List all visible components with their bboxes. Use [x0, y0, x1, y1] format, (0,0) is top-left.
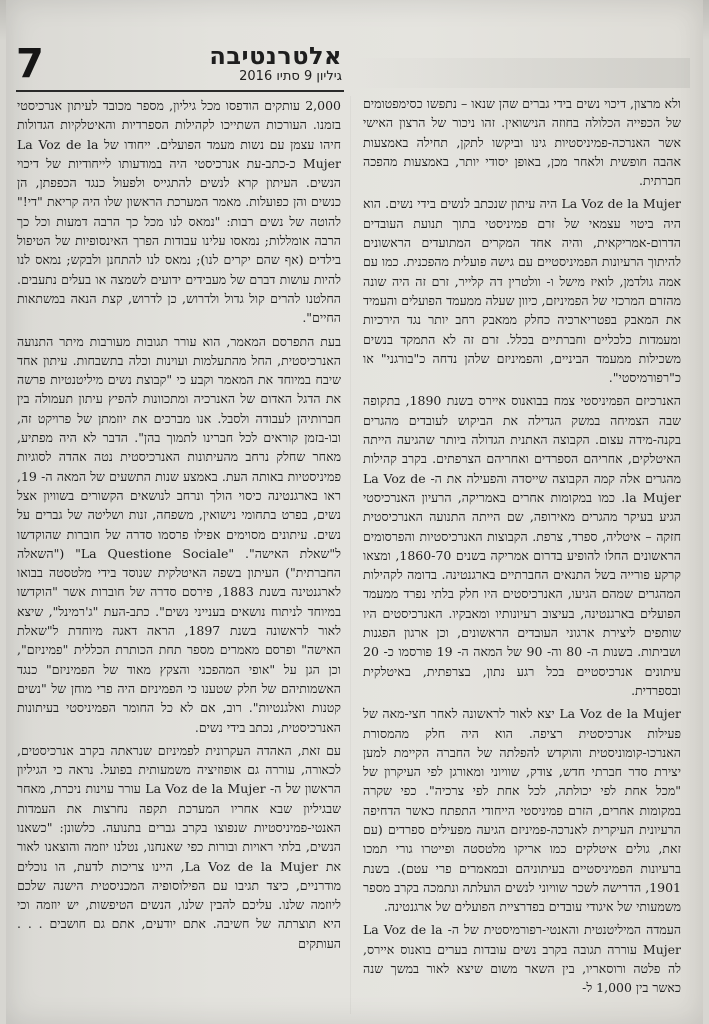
- paragraph: האנרכיזם הפמיניסטי צמח בבואנוס איירס בשנת 1890, בתקופה שבה הצמיחה במשק הגדילה את הביקוש לעובדים מהגרים בקנה-מידה עצום. הקבוצה האתנית הגדולה ביותר שהגיעה הייתה האיטלקים, אחריהם הספרדים ואחריהם הצרפתים. בקרב קהילות מהגרים אלה קמה הקבוצה שייסדה והפעילה את ה- La Voz de la Mujer. כמו במקומות אחרים באמריקה, הרעיון האנרכיסטי הגיע בעיקר מהגרים מאירופה, שם הייתה התנועה האנרכיסטית חזקה – איטליה, ספרד, צרפת. הקבוצות האנרכיסטיות והפרסומים הראשונים החלו להופיע בדרום אמריקה בשנים 1860-70, ומצאו קרקע פורייה בשל התנאים החברתיים בארגנטינה. בדומה לקהילות המהגרים שמהם הגיעו, האנרכיסטים היו חלק בלתי נפרד ממעמד הפועלים בארגנטינה, בעיצוב רעיונותיו ומאבקיו. האנרכיסטים היו שותפים ליצירת ארגוני העובדים הראשונים, וכן ארגון הפגנות ושביתות. בשנות ה- 80 וה- 90 של המאה ה- 19 פורסמו כ- 20 עיתונים אנרכיסטיים בכל רגע נתון, בצרפתית, באיטלקית ובספרדית.: [363, 393, 681, 698]
- paragraph: בעת התפרסם המאמר, הוא עורר תגובות מעורבות מיתר התנועה האנרכיסטית, החל מהתעלמות ועוינות וכלה בתשבחות. עיתון אחד שיבח במיוחד את המאמר וקבע כי "קבוצת נשים מיליטנטיות פרשה את הדגל האדום של האנרכיה ומתכוונות להפיץ עיתון תעמולה בין חברותיהן לעבודה ולסבל. אנו מברכים את יוזמתן של פרויקט זה, ובו-בזמן קוראים לכל חברינו לתמוך בהן". הדבר לא היה מפתיע, מאחר שחלק נרחב מהעיתונות האנרכיסטית נטה אהדה לסוגיות פמיניסטיות באותה העת. באמצע שנות התשעים של המאה ה- 19, ראו בארגנטינה כיסוי הולך ונרחב לנושאים הקשורים בשוויון אצל נשים, בפרט בתחומי נישואין, משפחה, זנות ושליטה של גברים על נשים. עיתונים מסוימים אפילו פרסמו סדרה של חוברות שהוקדשו ל"שאלת האישה". "La Questione Sociale" ("השאלה החברתית") העיתון בשפה האיטלקית שנוסד בידי מלטסטה בבואו לארגנטינה בשנת 1883, פירסם סדרה של חוברות אשר "הוקדשו במיוחד לניתוח נושאים בענייני נשים". כתב-העת "ג'רמינל", שיצא לאור לראשונה בשנת 1897, הראה דאגה מיוחדת ל"שאלת האישה" ופרסם מאמרים מספר תחת הכותרת הכללית "פמיניזם", וכן הגן על "אופי המהפכני והצקץ מאוד של הפמיניזם" כנגד האשמותיהם של חלק שטענו כי הפמיניזם היה פרי מוחן של "נשים קטנות ואלגנטיות". רוב, אם לא כל החומר הפמיניסטי בעיתונות האנרכיסטית, נכתב בידי נשים.: [17, 333, 341, 735]
- page-number: 7: [16, 41, 44, 87]
- issue-line: גיליון 9 סתיו 2016: [239, 69, 342, 84]
- paragraph: העמדה המיליטנטית והאנטי-רפורמיסטית של ה- La Voz de la Mujer עוררה תגובה בקרב נשים עובדות בערים בואנוס איירס, לה פלטה ורוסאריו, בין השאר משום שיצא לאור במשך שנה כאשר בין 1,000 ל-: [363, 922, 681, 996]
- paragraph: La Voz de la Mujer היה עיתון שנכתב לנשים בידי נשים. הוא היה ביטוי עצמאי של זרם פמיניסטי בתוך תנועת העובדים הדרום-אמריקאית, והיה אחד המקרים המתועדים הראשונים להיתוך הרעיונות הפמיניסטיים עם גישה פועלית מהפכנית. כמו עם אמה גולדמן, לואיז מישל ו- וולטרין דה קלייר, זרם זה היה שונה מהזרם המרכזי של הפמיניזם, כיוון שעלה ממעמד הפועלים והעמיד את המאבק בפטריארכיה כחלק ממאבק רחב יותר נגד הירכיות ומעמדות כלכליים וחברתיים בכלל. זרם זה לא התמקד בנשים משכילות ממעמד הביניים, והפמיניזם שלהן נדחה כ"בורגני" או כ"רפורמיסטי".: [363, 196, 681, 386]
- masthead: [62, 44, 342, 86]
- paragraph: 2,000 עותקים הודפסו מכל גיליון, מספר מכובד לעיתון אנרכיסטי בזמנו. העורכות השתייכו לקהילות הספרדיות והאיטלקיות הגדולות חיהו עצמן עם נשות מעמד הפועלים. ייחודו של La Voz de la Mujer כ-כתב-עת אנרכיסטי היה במודעותו לייחודיות של דיכוי הנשים. העיתון קרא לנשים להתגייס ולפעול כנגד הכפפתן, הן כנשים והן כפועלות. מאמר המערכת הראשון שלו היה קריאת "די!" להוטה של נשים רבות: "נמאס לנו מכל כך הרבה דמעות וכל כך הרבה אומללות; נמאסו עלינו עבודות הפרך האינסופיות של הטיפול בילדים (אף שהם יקרים לנו); נמאס לנו להתחנן ולבקש; נמאס לנו להיות עושות דברם של מעבידים ידועים לשמצה או בעלים נתעבים. החלטנו להרים קול גדול ולדרוש, כן לדרוש, קצת הנאה במשתאות החיים".: [17, 98, 341, 326]
- magazine-title: אלטרנטיבה: [209, 42, 342, 70]
- article-column-right: [363, 94, 681, 1016]
- paragraph: עם זאת, האהדה העקרונית לפמיניזם שנראתה בקרב אנרכיסטים, לכאורה, עוררה גם אופוזיציה משמעותית בפועל. נראה כי הגיליון הראשון של ה- La Voz de la Mujer עורר עוינות ניכרת, מאחר שבגיליון שבא אחריו המערכת תקפה נחרצות את העמדות האנטי-פמיניסטיות שנפוצו בקרב גברים בתנועה. כלשונן: "כשאנו הנשים, בלתי ראויות ובורות כפי שאנחנו, נטלנו יוזמה והוצאנו לאור את La Voz de la Mujer, היינו צריכות לדעת, הו נוכלים מודרניים, כיצד תגיבו עם הפילוסופיה המכניסטית הישנה שלכם ליוזמה שלנו. עליכם להבין שלנו, הנשים הטיפשות, יש יוזמה וכי היא תוצרתה של חשיבה. אתם יודעים, אתם גם חושבים . . . העותקים: [17, 742, 341, 951]
- column-gutter: [350, 96, 351, 1014]
- paragraph: ולא מרצון, דיכוי נשים בידי גברים שהן שנאו – נתפשו כסימפטומים של הכפייה הכלולה בחוזה הנישואין. זהו ניכור של הרצון האישי אשר האנרכה-פמיניסטיות גינו וביקשו לתקן, תחילה באמצעות אהבה חופשית ולאחר מכן, באופן יסודי יותר, באמצעות מהפכה חברתית.: [363, 96, 681, 189]
- header-shade: [350, 58, 690, 88]
- paragraph: La Voz de la Mujer יצא לאור לראשונה לאחר חצי-מאה של פעילות אנרכיסטית רציפה. הוא היה חלק מהמסורת האנרכו-קומוניסטית והוקדש להפלתה של החברה הקיימת למען יצירת סדר חברתי חדש, צודק, שוויוני ומאורגן לפי העיקרון של "מכל אחת לפי יכולתה, לכל אחת לפי צרכיה". כפי שקרה במקומות אחרים, הזרם פמיניסטי הייחודי התפתח כאשר הדחיפה הרעיונית העיקרית לאנרכה-פמיניזם הגיעה מפעילים ספרדים (עם זאת, גולים איטלקים כמו אריקו מלטסטה ופייטרו גורי תמכו ברעיונות הפמיניסטיים בעיתוניהם ובמאמרים פרי עטם). בשנת 1901, הדרישה לשכר שוויוני לנשים הועלתה ונתמכה בקרב מספר משמעותי של איגודי עובדים בפדרציית הפועלים של ארגנטינה.: [363, 706, 681, 915]
- article-column-left: [17, 96, 341, 1018]
- header-rule: [16, 90, 344, 92]
